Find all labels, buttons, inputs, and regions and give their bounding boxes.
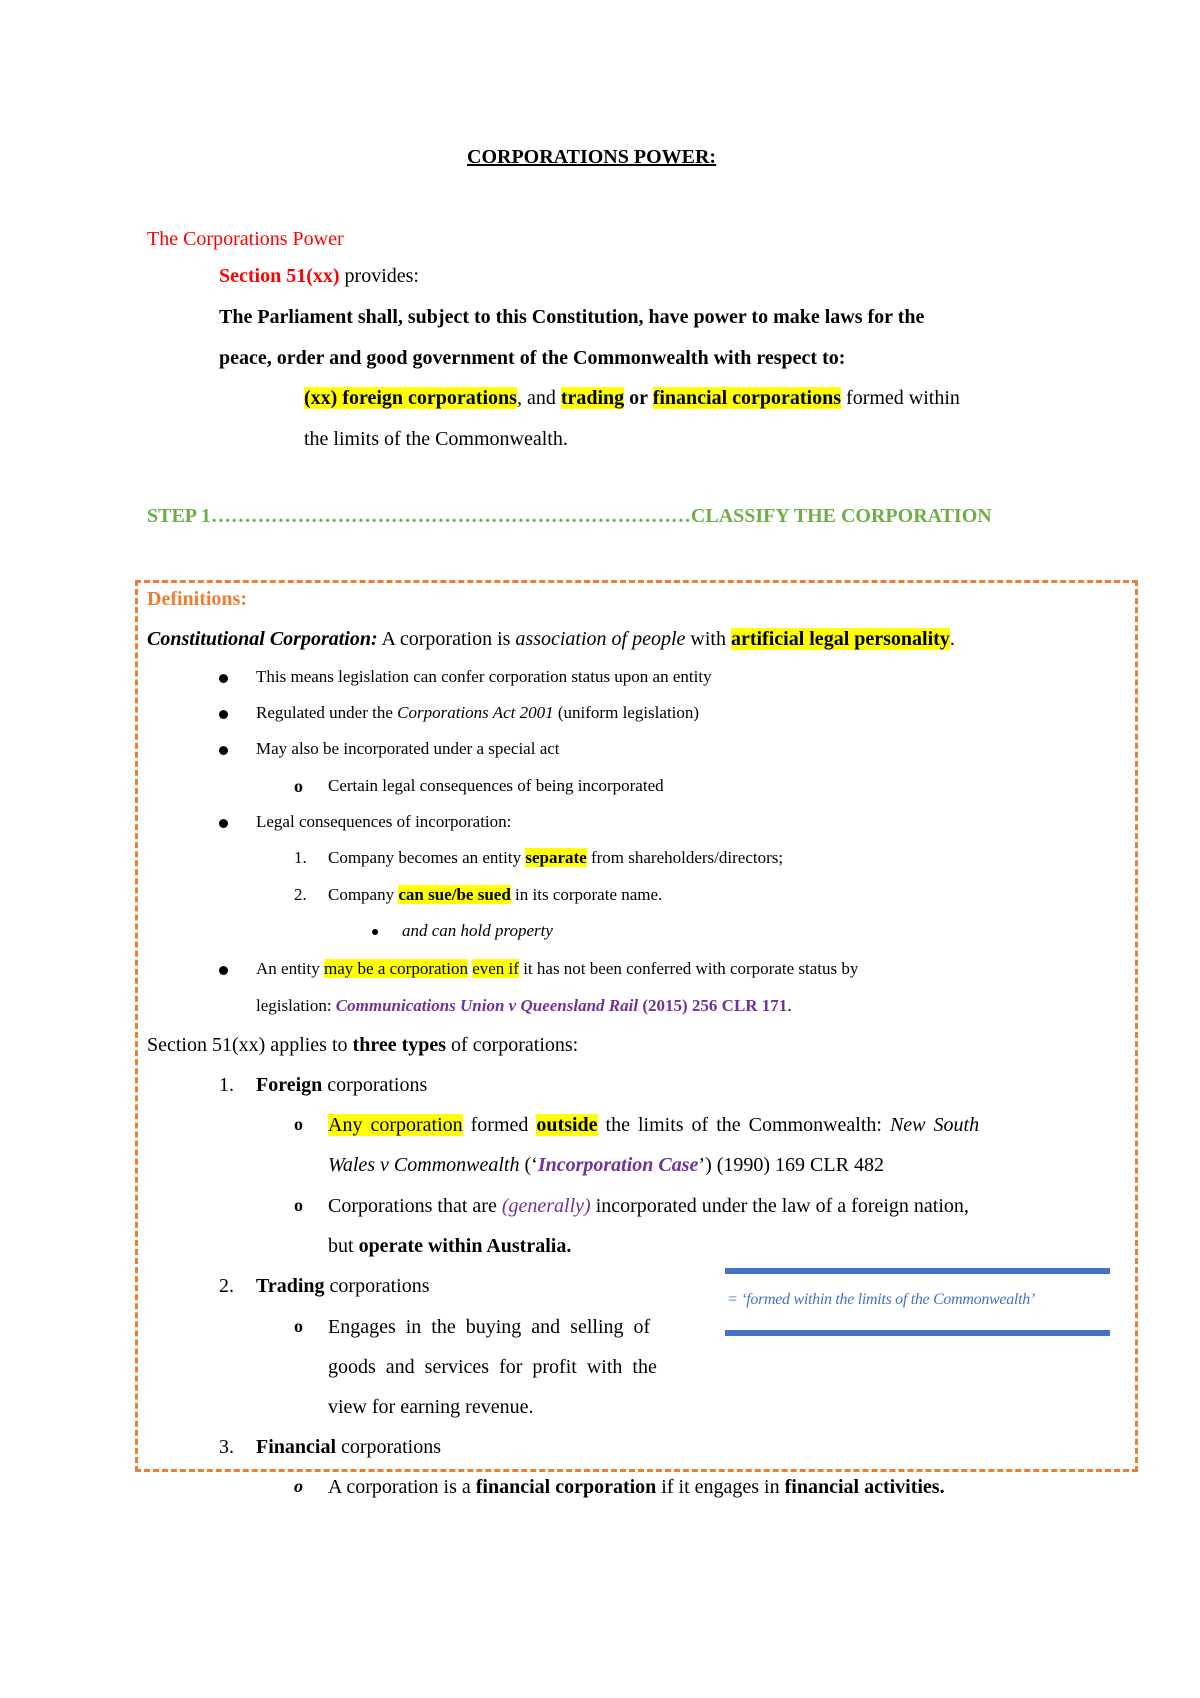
operate-within: operate within Australia. [358, 1235, 572, 1257]
b2-c: (uniform legislation) [553, 703, 700, 722]
even-if-highlight: even if [472, 959, 519, 978]
sub-bullet-marker: o [294, 1316, 303, 1336]
three-types: three types [352, 1034, 447, 1056]
type-2-label [256, 1275, 430, 1298]
constitutional-corporation-definition [147, 628, 955, 651]
financial-sub-1 [328, 1476, 945, 1499]
fin-d: financial activities. [784, 1476, 945, 1498]
bullet-icon [219, 746, 228, 755]
provision-line-2: peace, order and good government of the Commonwealth with respect to: [219, 347, 846, 369]
f-s2-c: incorporated under the law of a foreign nation, [590, 1195, 969, 1217]
outside-highlight: outside [536, 1114, 598, 1136]
b2-a: Regulated under the [256, 703, 398, 722]
foreign-sub-1-line2 [328, 1154, 884, 1177]
callout-bottom-bar [725, 1330, 1110, 1336]
n2-a: Company [328, 885, 399, 904]
formed-within-callout [725, 1268, 1110, 1336]
f-s1-d: the limits of the Commonwealth: [597, 1114, 890, 1136]
foreign-sub-2 [328, 1195, 969, 1218]
foreign-sub-1 [328, 1114, 979, 1137]
case-citation: Communications Union v Queensland Rail [335, 996, 639, 1015]
quote-connector: , and [516, 387, 561, 409]
constitutional-label: Constitutional Corporation: [147, 628, 378, 650]
def-bullet-1: This means legislation can confer corporation status upon an entity [256, 667, 712, 686]
step-1-heading [147, 505, 992, 528]
provision-quote-1 [304, 387, 960, 410]
numbered-marker-1: 1. [294, 848, 307, 867]
corporations-act: Corporations Act 2001 [397, 703, 554, 722]
def-bullet-5 [256, 959, 858, 979]
fin-b: financial corporation [475, 1476, 657, 1498]
definitions-heading: Definitions: [147, 588, 247, 610]
def-bullet-4: Legal consequences of incorporation: [256, 812, 512, 831]
n2-c: in its corporate name. [510, 885, 663, 904]
quote-tail: formed within [841, 387, 960, 409]
f-case-a: Wales v Commonwealth [328, 1154, 520, 1176]
def-bullet-2 [256, 703, 699, 723]
any-corp-highlight: Any corporation [328, 1114, 463, 1136]
n1-c: from shareholders/directors; [586, 848, 784, 867]
square-bullet-icon [372, 929, 378, 935]
def-text-b: association of people [515, 628, 686, 650]
fin-a: A corporation is a [328, 1476, 476, 1498]
f-s2-l2a: but [328, 1235, 359, 1257]
artificial-personality-highlight: artificial legal personality [730, 628, 950, 650]
def-text-a: A corporation is [377, 628, 516, 650]
bullet-icon [219, 710, 228, 719]
type-1-number: 1. [219, 1074, 234, 1096]
def-bullet-3-sub: Certain legal consequences of being incorporated [328, 776, 664, 795]
bullet-icon [219, 674, 228, 683]
b5-e: it has not been conferred with corporate status by [518, 959, 859, 978]
n1-a: Company becomes an entity [328, 848, 526, 867]
def-bullet-5-line2 [256, 996, 792, 1016]
applies-line [147, 1034, 578, 1057]
f-case-b: (‘ [519, 1154, 538, 1176]
numbered-marker-2: 2. [294, 885, 307, 904]
section-ref: Section 51 [219, 265, 307, 287]
incorporation-case: Incorporation Case [537, 1154, 699, 1176]
def-text-e: . [949, 628, 955, 650]
section-heading: The Corporations Power [147, 228, 344, 250]
type-3-number: 3. [219, 1436, 234, 1458]
trading-line-2: goods and services for profit with the [328, 1356, 657, 1378]
quote-or: or [624, 387, 653, 409]
generally-text: (generally) [501, 1195, 591, 1217]
step-1-leader: ……………………………………………………………… [210, 505, 691, 527]
bullet-icon [219, 966, 228, 975]
type-3-rest: corporations [336, 1436, 441, 1458]
fin-c: if it engages in [656, 1476, 785, 1498]
type-2-number: 2. [219, 1275, 234, 1297]
type-2-rest: corporations [324, 1275, 430, 1297]
callout-top-bar [725, 1268, 1110, 1274]
provides-text: provides: [339, 265, 419, 287]
provision-line-1: The Parliament shall, subject to this Constitution, have power to make laws for the [219, 306, 925, 328]
trading-line-1: Engages in the buying and selling of [328, 1316, 651, 1338]
f-case-d: ’) (1990) 169 CLR 482 [698, 1154, 884, 1176]
page-title: CORPORATIONS POWER: [467, 146, 717, 168]
sub-bullet-marker: o [294, 1476, 303, 1496]
type-1-label [256, 1074, 427, 1097]
b5-line2-a: legislation: [256, 996, 336, 1015]
b5-end: . [787, 996, 792, 1015]
type-1-rest: corporations [322, 1074, 428, 1096]
f-s1-b: formed [462, 1114, 537, 1136]
b5-a: An entity [256, 959, 324, 978]
separate-highlight: separate [525, 848, 587, 867]
consequence-2 [328, 885, 662, 905]
applies-a: Section 51(xx) applies to [147, 1034, 353, 1056]
foreign-corps-highlight: (xx) foreign corporations [304, 387, 517, 409]
applies-c: of corporations: [446, 1034, 579, 1056]
consequence-2-sub: and can hold property [402, 921, 553, 940]
case-reference: (2015) 256 CLR 171 [638, 996, 788, 1015]
provision-intro [219, 265, 419, 288]
sue-highlight: can sue/be sued [398, 885, 511, 904]
f-s1-e: New South [889, 1114, 980, 1136]
consequence-1 [328, 848, 783, 868]
section-ref-sub: (xx) [306, 265, 340, 287]
trading-highlight: trading [560, 387, 625, 409]
provision-quote-2: the limits of the Commonwealth. [304, 428, 568, 450]
step-1-label: STEP 1 [147, 505, 211, 527]
type-3-bold: Financial [256, 1436, 337, 1458]
f-s2-a: Corporations that are [328, 1195, 502, 1217]
sub-bullet-marker: o [294, 776, 303, 796]
step-1-title: CLASSIFY THE CORPORATION [690, 505, 992, 527]
def-bullet-3: May also be incorporated under a special act [256, 739, 560, 758]
bullet-icon [219, 819, 228, 828]
sub-bullet-marker: o [294, 1114, 303, 1134]
may-be-corp-highlight: may be a corporation [324, 959, 468, 978]
type-3-label [256, 1436, 441, 1459]
type-2-bold: Trading [256, 1275, 325, 1297]
sub-bullet-marker: o [294, 1195, 303, 1215]
trading-line-3: view for earning revenue. [328, 1396, 534, 1418]
type-1-bold: Foreign [256, 1074, 323, 1096]
callout-text: = ‘formed within the limits of the Commonwealth’ [727, 1291, 1035, 1308]
def-text-c: with [685, 628, 731, 650]
foreign-sub-2-line2 [328, 1235, 571, 1258]
financial-corps-highlight: financial corporations [652, 387, 842, 409]
